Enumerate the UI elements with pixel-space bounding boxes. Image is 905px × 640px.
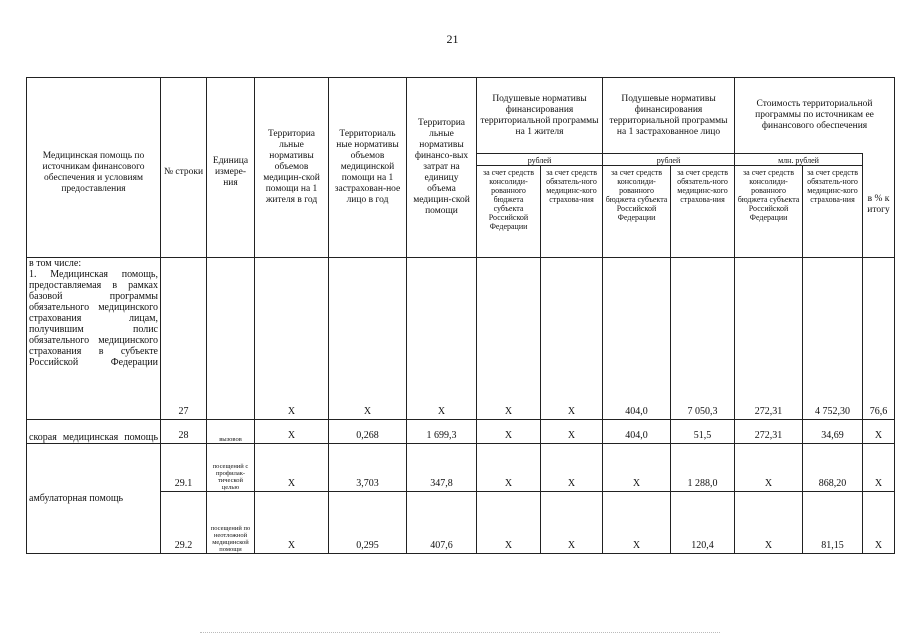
row-29-1-c11: X	[735, 444, 803, 492]
row-29-1-c5: 3,703	[329, 444, 407, 492]
row-29-2-number: 29.2	[161, 492, 207, 554]
row-27-name	[27, 258, 161, 420]
row-27-c4: X	[255, 258, 329, 420]
row-27-c5: X	[329, 258, 407, 420]
including-label: в том числе:	[29, 258, 82, 269]
header-sub-budget-3: за счет средств консолиди-рованного бюджета субъекта Российской Федерации	[735, 166, 803, 258]
table-row	[27, 258, 895, 420]
row-29-2-c9: X	[603, 492, 671, 554]
row-27-c11: 272,31	[735, 258, 803, 420]
row-28-name: скорая медицинская помощь	[27, 420, 161, 444]
header-norm-per-resident: Территориа льные нормативы объемов медицин-ской помощи на 1 жителя в год	[255, 78, 329, 258]
row-28-c11: 272,31	[735, 420, 803, 444]
header-name: Медицинская помощь по источникам финансового обеспечения и условиям предоставления	[27, 78, 161, 258]
header-row-number: № строки	[161, 78, 207, 258]
row-29-2-c11: X	[735, 492, 803, 554]
row-27-c8: X	[541, 258, 603, 420]
row-28-c4: X	[255, 420, 329, 444]
row-28-c9: 404,0	[603, 420, 671, 444]
row-29-1-c6: 347,8	[407, 444, 477, 492]
row-29-2-unit: посещений по неотложной медицинской помощи	[207, 492, 255, 554]
header-sub-budget-1: за счет средств консолиди-рованного бюджета субъекта Российской Федерации	[477, 166, 541, 258]
financing-table	[26, 77, 895, 554]
row-29-2-c12: 81,15	[803, 492, 863, 554]
row-28-c8: X	[541, 420, 603, 444]
header-sub-oms-2: за счет средств обязатель-ного медицинс-кого страхова-ния	[671, 166, 735, 258]
row-27-number: 27	[161, 258, 207, 420]
row-27-c9: 404,0	[603, 258, 671, 420]
header-group-cost: Стоимость территориальной программы по источникам ее финансового обеспечения	[735, 78, 895, 154]
row-29-2-c8: X	[541, 492, 603, 554]
row-29-2-c10: 120,4	[671, 492, 735, 554]
ambulatory-name: амбулаторная помощь	[27, 444, 161, 554]
row-29-2-c5: 0,295	[329, 492, 407, 554]
row-29-1-c12: 868,20	[803, 444, 863, 492]
row-29-1-unit: посещений с профилак-тической целью	[207, 444, 255, 492]
header-percent: в % к итогу	[863, 154, 895, 258]
row-29-1-number: 29.1	[161, 444, 207, 492]
row-28-c12: 34,69	[803, 420, 863, 444]
header-group-per-insured: Подушевые нормативы финансирования территориальной программы на 1 застрахованное лицо	[603, 78, 735, 154]
header-sub-oms-1: за счет средств обязатель-ного медицинс-кого страхова-ния	[541, 166, 603, 258]
row-29-2-c6: 407,6	[407, 492, 477, 554]
header-unit-rub-1: рублей	[477, 154, 603, 166]
row-27-c12: 4 752,30	[803, 258, 863, 420]
row-27-unit	[207, 258, 255, 420]
page-number: 21	[446, 32, 459, 46]
row-28-c5: 0,268	[329, 420, 407, 444]
row-29-1-c7: X	[477, 444, 541, 492]
row-28-c6: 1 699,3	[407, 420, 477, 444]
header-group-per-resident: Подушевые нормативы финансирования территориальной программы на 1 жителя	[477, 78, 603, 154]
scan-artifact-line	[200, 632, 720, 634]
header-unit-mln: млн. рублей	[735, 154, 863, 166]
header-unit-rub-2: рублей	[603, 154, 735, 166]
row-27-c13: 76,6	[863, 258, 895, 420]
row-29-2-c4: X	[255, 492, 329, 554]
row-27-label: 1. Медицинская помощь, предоставляемая в рамках базовой программы обязательного медицинского страхования лицам, получившим полис обязательного медицинского страхования в субъекте Российской Федерации	[29, 269, 158, 368]
row-29-1-c9: X	[603, 444, 671, 492]
header-norm-per-insured: Территориаль ные нормативы объемов медицинской помощи на 1 застрахован-ное лицо в год	[329, 78, 407, 258]
table-row	[27, 444, 895, 492]
header-sub-oms-3: за счет средств обязатель-ного медицинс-кого страхова-ния	[803, 166, 863, 258]
row-28-c10: 51,5	[671, 420, 735, 444]
header-fin-norm-unit: Территориа льные нормативы финансо-вых затрат на единицу объема медицин-ской помощи	[407, 78, 477, 258]
header-unit: Единица измере-ния	[207, 78, 255, 258]
row-27-c6: X	[407, 258, 477, 420]
row-29-1-c8: X	[541, 444, 603, 492]
row-28-unit: вызовов	[207, 420, 255, 444]
row-28-c13: X	[863, 420, 895, 444]
row-29-1-c13: X	[863, 444, 895, 492]
row-28-number: 28	[161, 420, 207, 444]
header-sub-budget-2: за счет средств консолиди-рованного бюджета субъекта Российской Федерации	[603, 166, 671, 258]
row-29-1-c4: X	[255, 444, 329, 492]
row-27-c10: 7 050,3	[671, 258, 735, 420]
table-row	[27, 420, 895, 444]
row-28-c7: X	[477, 420, 541, 444]
row-27-c7: X	[477, 258, 541, 420]
row-29-1-c10: 1 288,0	[671, 444, 735, 492]
row-29-2-c13: X	[863, 492, 895, 554]
row-29-2-c7: X	[477, 492, 541, 554]
